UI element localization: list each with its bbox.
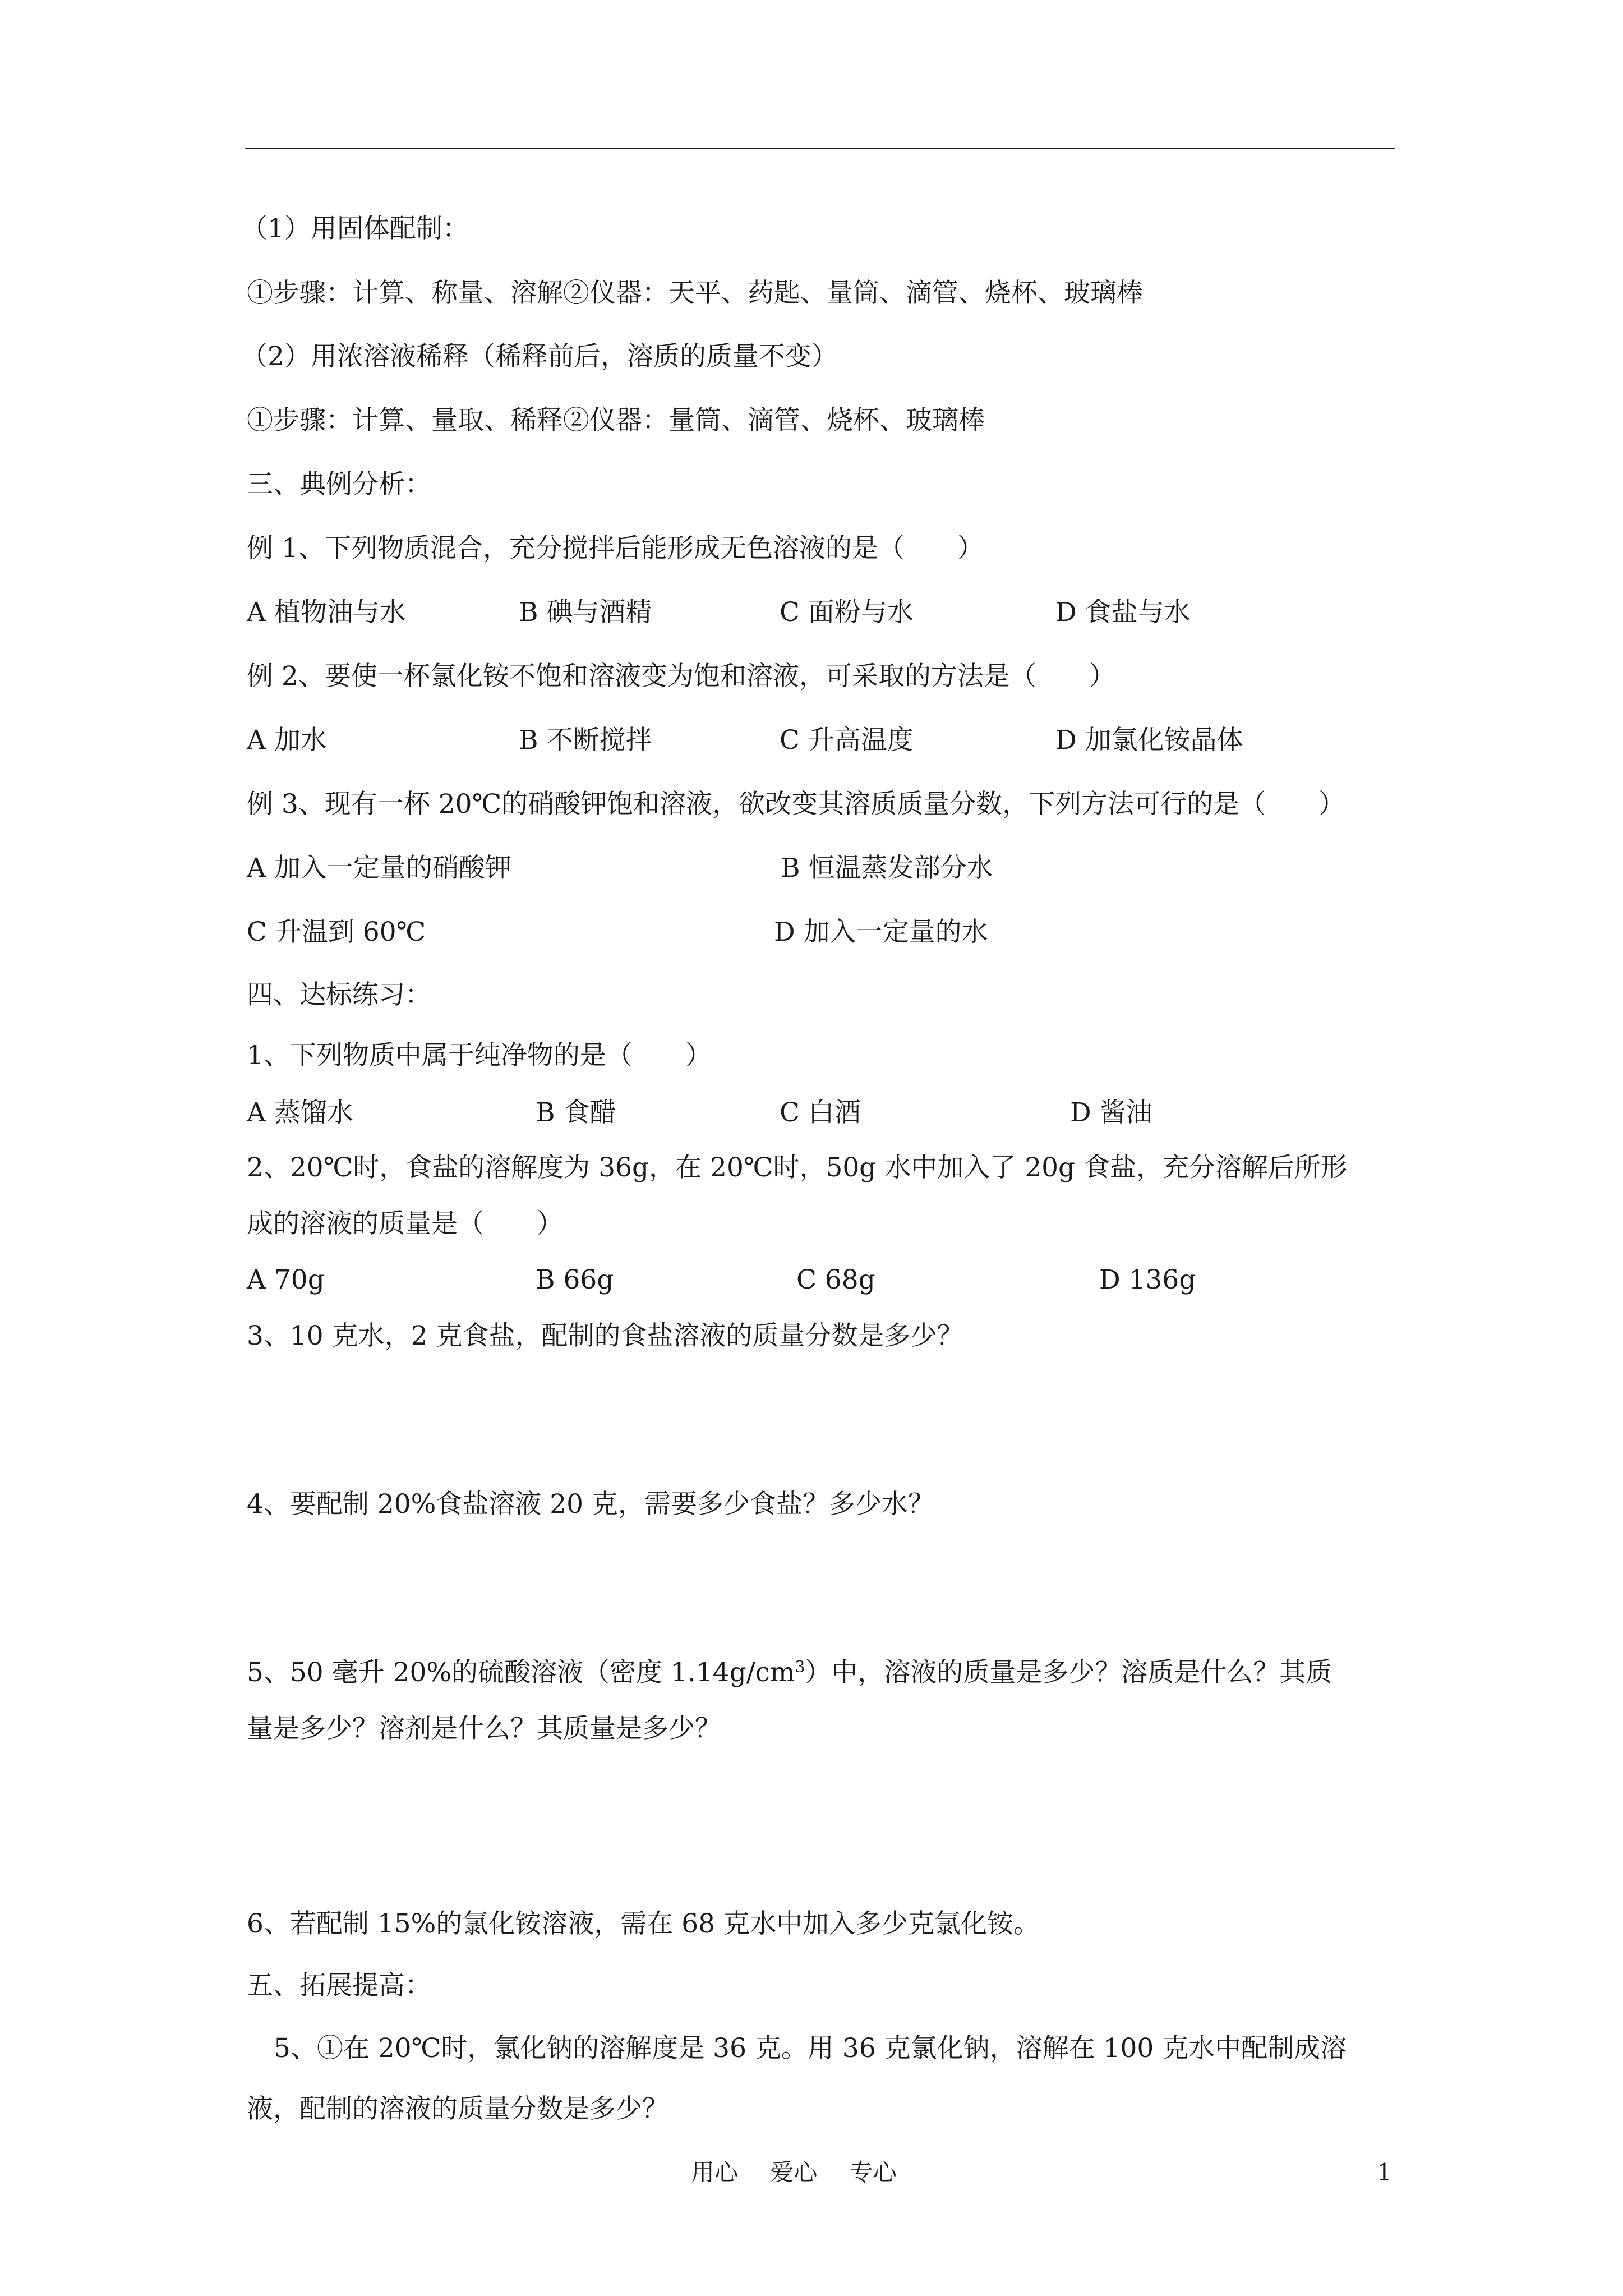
footer-motto-1: 用心	[691, 2159, 739, 2186]
exercise1-option-b: B 食醋	[536, 1097, 616, 1128]
example1-question: 例 1、下列物质混合，充分搅拌后能形成无色溶液的是（ ）	[247, 533, 984, 564]
example2-option-d: D 加氯化铵晶体	[1055, 725, 1243, 756]
header-rule	[245, 148, 1395, 149]
exercise5-text-pre: 5、50 毫升 20%的硫酸溶液（密度 1.14g/cm	[247, 1657, 795, 1688]
example3-option-a: A 加入一定量的硝酸钾	[247, 853, 511, 884]
exercise1-option-a: A 蒸馏水	[247, 1097, 353, 1128]
exercise2-option-b: B 66g	[536, 1264, 614, 1295]
exercise3-question: 3、10 克水，2 克食盐，配制的食盐溶液的质量分数是多少？	[247, 1320, 963, 1351]
example3-option-b: B 恒温蒸发部分水	[781, 853, 993, 884]
example3-question: 例 3、现有一杯 20℃的硝酸钾饱和溶液，欲改变其溶质质量分数，下列方法可行的是（ ）	[247, 789, 1345, 820]
exercise4-question: 4、要配制 20%食盐溶液 20 克，需要多少食盐？多少水？	[247, 1489, 934, 1520]
example2-option-a: A 加水	[247, 725, 327, 756]
footer-motto-3: 专心	[849, 2159, 897, 2186]
example1-option-d: D 食盐与水	[1055, 597, 1191, 628]
extension-question-line2: 液，配制的溶液的质量分数是多少？	[247, 2093, 668, 2124]
solid-prep-heading: （1）用固体配制：	[241, 213, 469, 244]
example3-option-c: C 升温到 60℃	[247, 917, 426, 947]
exercise1-option-c: C 白酒	[780, 1097, 861, 1128]
footer-motto	[691, 2157, 921, 2188]
example1-option-a: A 植物油与水	[247, 597, 406, 628]
example2-option-c: C 升高温度	[780, 725, 914, 756]
exercise5-question-line1	[247, 1656, 1332, 1690]
dilute-prep-steps: ①步骤：计算、量取、稀释②仪器：量筒、滴管、烧杯、玻璃棒	[247, 405, 985, 436]
section4-heading: 四、达标练习：	[247, 979, 431, 1010]
extension-question-line1: 5、①在 20℃时，氯化钠的溶解度是 36 克。用 36 克氯化钠，溶解在 100 克水中配制成溶	[274, 2033, 1347, 2064]
exercise1-question: 1、下列物质中属于纯净物的是（ ）	[247, 1040, 712, 1071]
exercise1-option-d: D 酱油	[1070, 1097, 1152, 1128]
example2-question: 例 2、要使一杯氯化铵不饱和溶液变为饱和溶液，可采取的方法是（ ）	[247, 661, 1115, 692]
solid-prep-steps: ①步骤：计算、称量、溶解②仪器：天平、药匙、量筒、滴管、烧杯、玻璃棒	[247, 278, 1143, 309]
exercise5-text-post: ）中，溶液的质量是多少？溶质是什么？其质	[805, 1657, 1332, 1688]
exercise6-question: 6、若配制 15%的氯化铵溶液，需在 68 克水中加入多少克氯化铵。	[247, 1908, 1040, 1939]
exercise5-superscript: 3	[795, 1657, 805, 1676]
exercise2-option-d: D 136g	[1099, 1264, 1196, 1295]
section5-heading: 五、拓展提高：	[247, 1970, 431, 2001]
exercise2-option-a: A 70g	[247, 1264, 325, 1295]
exercise2-question-line1: 2、20℃时，食盐的溶解度为 36g，在 20℃时，50g 水中加入了 20g 食盐，充分溶解后所形	[247, 1152, 1348, 1183]
exercise2-option-c: C 68g	[796, 1264, 875, 1295]
footer-motto-2: 爱心	[770, 2159, 818, 2186]
example1-option-c: C 面粉与水	[780, 597, 914, 628]
exercise5-question-line2: 量是多少？溶剂是什么？其质量是多少？	[247, 1713, 721, 1744]
page-number: 1	[1377, 2159, 1392, 2186]
exercise2-question-line2: 成的溶液的质量是（ ）	[247, 1208, 563, 1239]
example2-option-b: B 不断搅拌	[519, 725, 652, 756]
section3-heading: 三、典例分析：	[247, 469, 431, 500]
example3-option-d: D 加入一定量的水	[774, 917, 988, 947]
dilute-prep-heading: （2）用浓溶液稀释（稀释前后，溶质的质量不变）	[241, 341, 838, 372]
example1-option-b: B 碘与酒精	[519, 597, 652, 628]
